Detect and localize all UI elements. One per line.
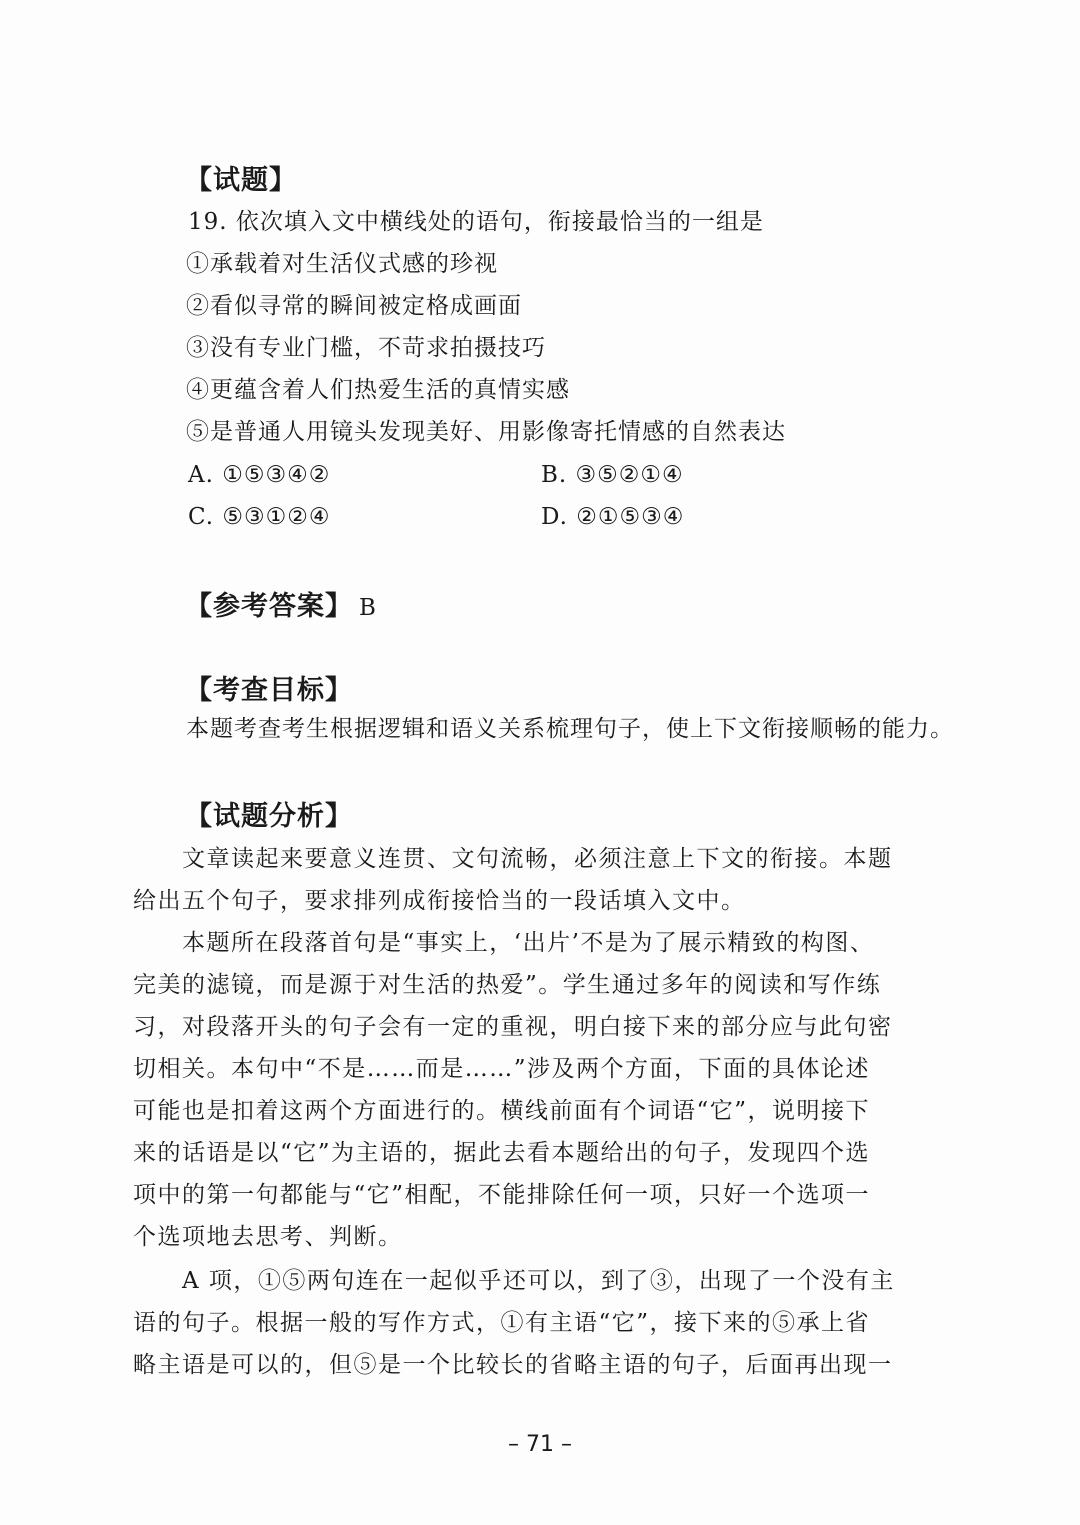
analysis-line: 来的话语是以“它”为主语的，据此去看本题给出的句子，发现四个选: [133, 1140, 871, 1166]
objective-text: 本题考查考生根据逻辑和语义关系梳理句子，使上下文衔接顺畅的能力。: [186, 716, 954, 742]
analysis-line: 切相关。本句中“不是……而是……”涉及两个方面，下面的具体论述: [133, 1056, 871, 1082]
option-d: D. ②①⑤③④: [541, 504, 685, 530]
question-item-3: ③没有专业门槛，不苛求拍摄技巧: [186, 335, 546, 361]
answer-heading: [185, 584, 377, 623]
question-item-5: ⑤是普通人用镜头发现美好、用影像寄托情感的自然表达: [186, 419, 786, 445]
analysis-line: 略主语是可以的，但⑤是一个比较长的省略主语的句子，后面再出现一: [133, 1352, 893, 1378]
option-b: B. ③⑤②①④: [541, 462, 684, 488]
question-item-1: ①承载着对生活仪式感的珍视: [186, 251, 498, 277]
answer-heading-label: 【参考答案】: [185, 591, 353, 622]
analysis-line: 习，对段落开头的句子会有一定的重视，明白接下来的部分应与此句密: [133, 1014, 893, 1040]
page-number: – 71 –: [508, 1432, 572, 1457]
answer-value: B: [359, 595, 377, 621]
analysis-line: 完美的滤镜，而是源于对生活的热爱”。学生通过多年的阅读和写作练: [133, 972, 882, 998]
analysis-line: 个选项地去思考、判断。: [133, 1224, 403, 1250]
question-item-2: ②看似寻常的瞬间被定格成画面: [186, 293, 522, 319]
analysis-line: 项中的第一句都能与“它”相配，不能排除任何一项，只好一个选项一: [133, 1182, 871, 1208]
option-c: C. ⑤③①②④: [188, 504, 331, 530]
analysis-heading: 【试题分析】: [185, 801, 353, 832]
objective-heading: 【考查目标】: [185, 675, 353, 706]
question-heading: 【试题】: [185, 165, 297, 196]
question-stem: 19. 依次填入文中横线处的语句，衔接最恰当的一组是: [188, 209, 764, 235]
question-item-4: ④更蕴含着人们热爱生活的真情实感: [186, 377, 570, 403]
analysis-line: 语的句子。根据一般的写作方式，①有主语“它”，接下来的⑤承上省: [133, 1310, 871, 1336]
option-a: A. ①⑤③④②: [188, 462, 331, 488]
analysis-line: 给出五个句子，要求排列成衔接恰当的一段话填入文中。: [133, 888, 746, 914]
analysis-line: 本题所在段落首句是“事实上，‘出片’不是为了展示精致的构图、: [133, 930, 875, 956]
analysis-line: 可能也是扣着这两个方面进行的。横线前面有个词语“它”，说明接下: [133, 1098, 871, 1124]
analysis-line: A 项，①⑤两句连在一起似乎还可以，到了③，出现了一个没有主: [133, 1268, 895, 1294]
analysis-line: 文章读起来要意义连贯、文句流畅，必须注意上下文的衔接。本题: [133, 846, 893, 872]
